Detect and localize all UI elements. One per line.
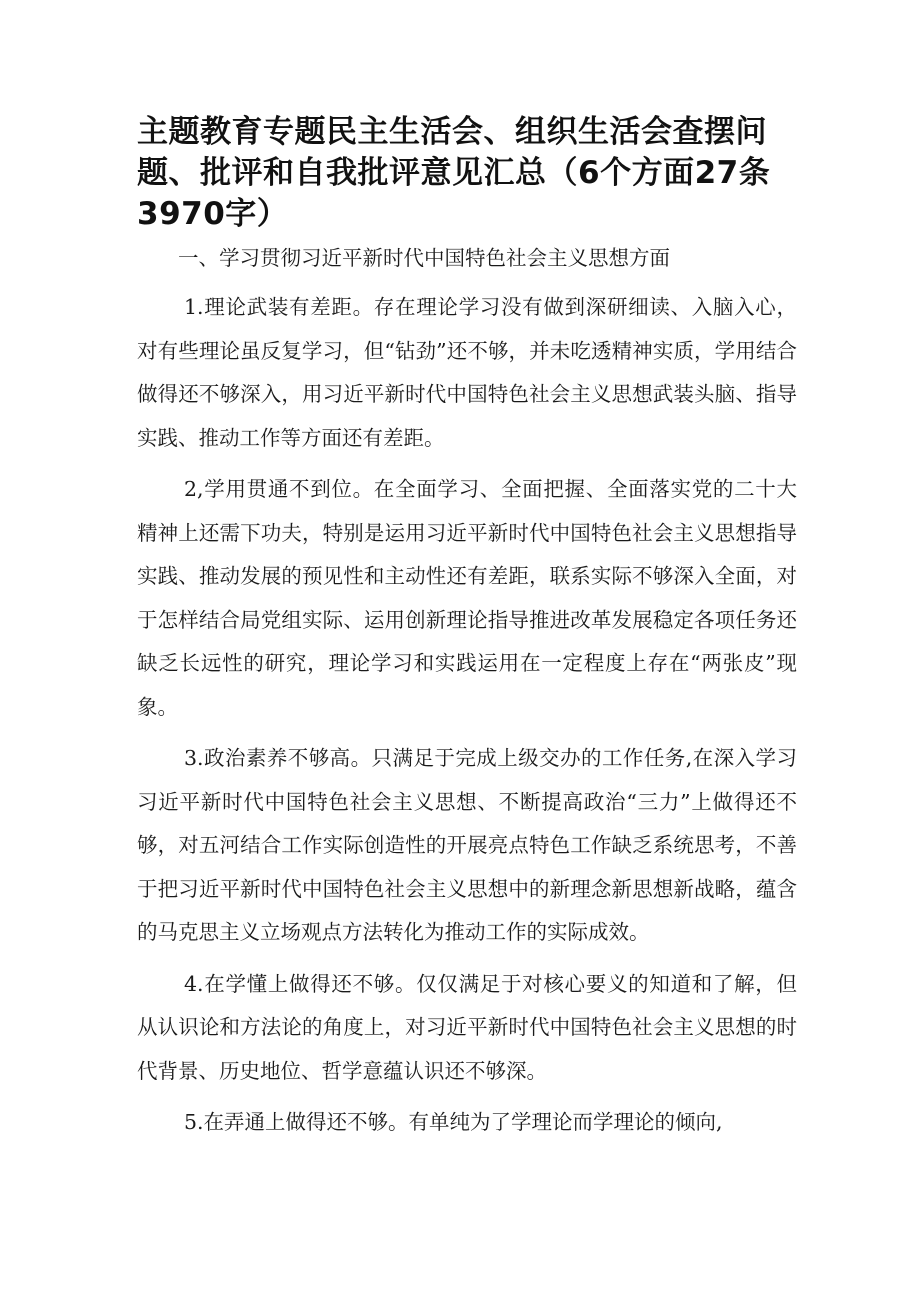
section-heading: 一、学习贯彻习近平新时代中国特色社会主义思想方面 [178,246,670,270]
paragraph-item-3: 3.政治素养不够高。只满足于完成上级交办的工作任务,在深入学习习近平新时代中国特色社会主义思想、不断提高政治“三力”上做得还不够，对五河结合工作实际创造性的开展亮点特色工作缺乏系统思考，不善于把习近平新时代中国特色社会主义思想中的新理念新思想新战略，蕴含的马克思主义立场观点方法转化为推动工作的实际成效。 [137,746,797,944]
paragraph-item-5: 5.在弄通上做得还不够。有单纯为了学理论而学理论的倾向, [184,1110,723,1134]
document-page [137,112,797,1153]
paragraph-item-2: 2,学用贯通不到位。在全面学习、全面把握、全面落实党的二十大精神上还需下功夫，特别是运用习近平新时代中国特色社会主义思想指导实践、推动发展的预见性和主动性还有差距，联系实际不够深入全面，对于怎样结合局党组实际、运用创新理论指导推进改革发展稳定各项任务还缺乏长远性的研究，理论学习和实践运用在一定程度上存在“两张皮”现象。 [137,477,797,719]
paragraph-item-4: 4.在学懂上做得还不够。仅仅满足于对核心要义的知道和了解，但从认识论和方法论的角度上，对习近平新时代中国特色社会主义思想的时代背景、历史地位、哲学意蕴认识还不够深。 [137,971,797,1083]
paragraph-item-1: 1.理论武装有差距。存在理论学习没有做到深研细读、入脑入心，对有些理论虽反复学习，但“钻劲”还不够，并未吃透精神实质，学用结合做得还不够深入，用习近平新时代中国特色社会主义思想武装头脑、指导实践、推动工作等方面还有差距。 [137,295,797,450]
document-title: 主题教育专题民主生活会、组织生活会查摆问题、批评和自我批评意见汇总（6个方面27条3970字） [137,114,771,232]
